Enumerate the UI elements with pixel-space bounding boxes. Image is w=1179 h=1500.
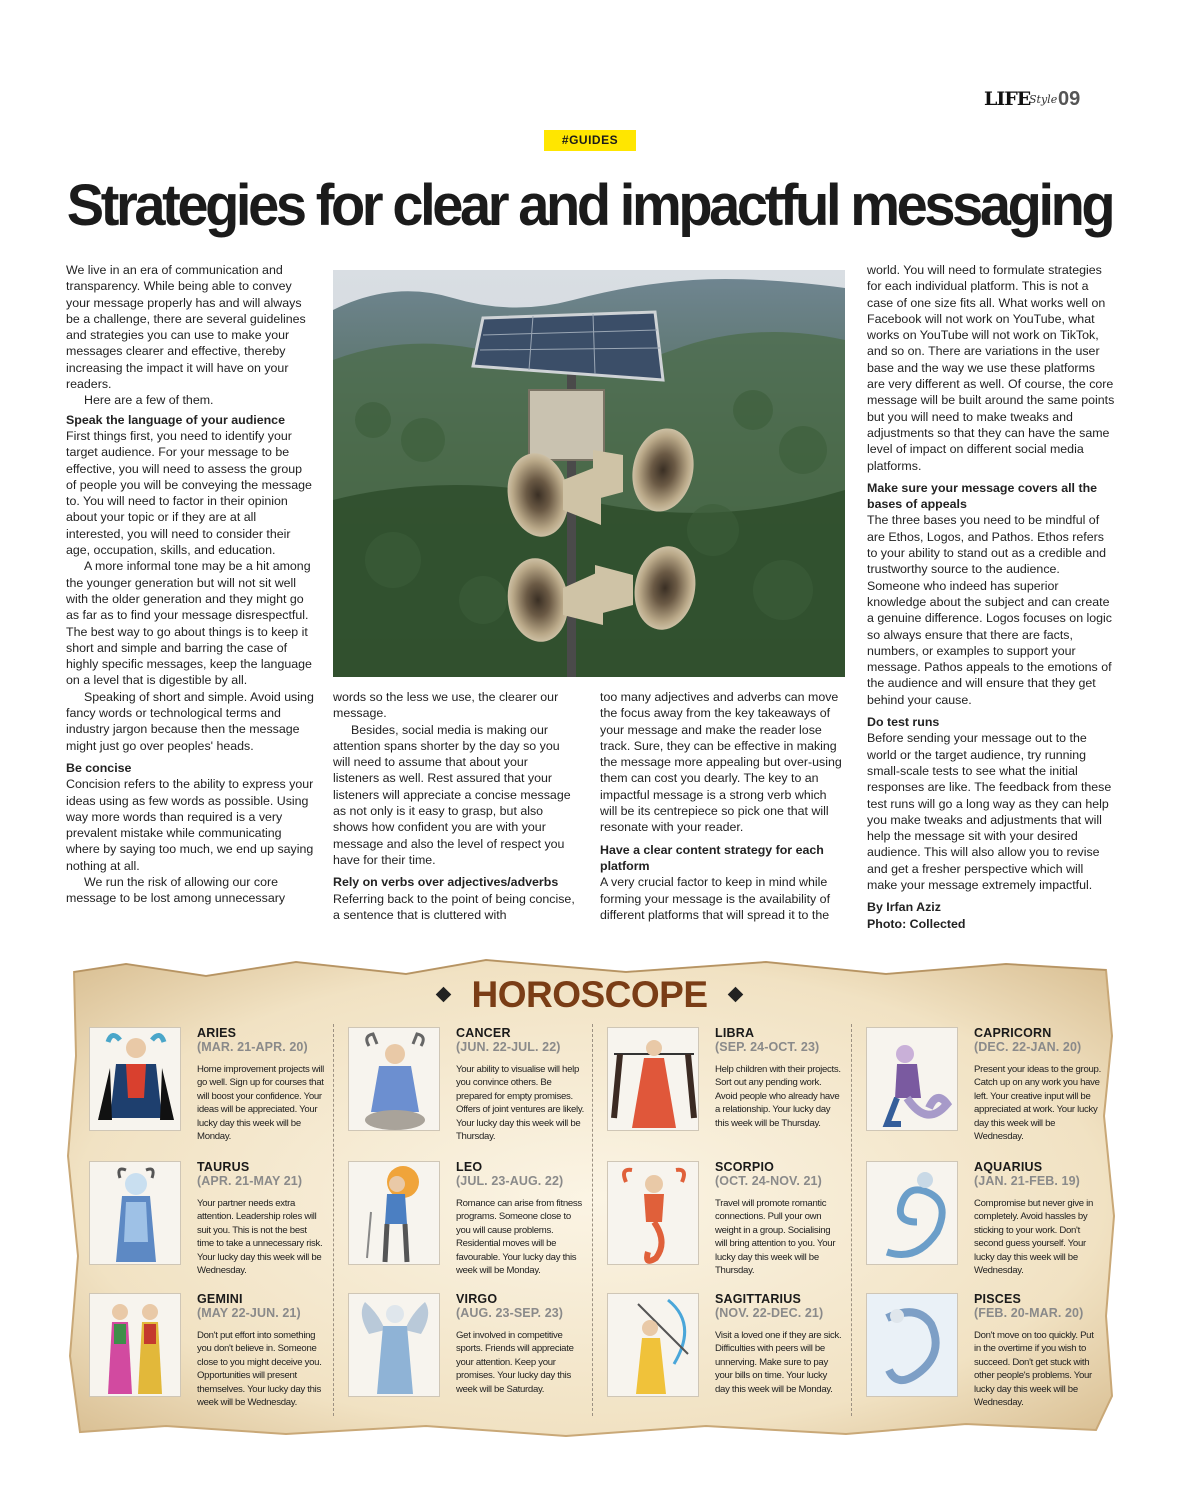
zodiac-aries bbox=[89, 1027, 339, 1147]
zodiac-sagittarius bbox=[607, 1293, 857, 1413]
sign-forecast: Travel will promote romantic connections. Pull your own weight in a group. Socialising will bring attention to you. Your lucky day this week will be Thursday. bbox=[715, 1198, 836, 1277]
paragraph: A more informal tone may be a hit among the younger generation but will not sit well with the older generation and they might go as far as to find your message disrespectful. The best way to go about things is to keep it short and simple and barring the case of highly specific messages, keep the language on a level that is digestible by all. bbox=[66, 559, 312, 688]
photo-credit: Photo: Collected bbox=[867, 916, 966, 931]
horoscope-heading: HOROSCOPE bbox=[471, 974, 708, 1015]
loudspeaker-pole-illustration bbox=[333, 270, 845, 677]
sign-forecast: Your ability to visualise will help you convince others. Be prepared for empty promises. Offers of joint ventures are likely. Your lucky day this week will be Thursday. bbox=[456, 1064, 585, 1143]
zodiac-pisces bbox=[866, 1293, 1116, 1413]
article-column-2 bbox=[333, 689, 575, 923]
leo-illustration bbox=[348, 1161, 440, 1265]
sign-dates: (MAY 22-JUN. 21) bbox=[197, 1306, 301, 1320]
sign-name: CAPRICORN bbox=[974, 1026, 1052, 1040]
paragraph: We live in an era of communication and transparency. While being able to convey your message properly has and will always be a challenge, there are several guidelines and strategies you can use to make your messages clearer and effective, thereby increasing the impact it will have on your readers. bbox=[66, 263, 306, 392]
sign-name: LEO bbox=[456, 1160, 483, 1174]
capricorn-illustration bbox=[866, 1027, 958, 1131]
paragraph: too many adjectives and adverbs can move the focus away from the key takeaways of your message and make the reader lose track. Sure, they can be effective in making the message more appealing but over-using them can cost you dearly. The key to an impactful message is a strong verb which will be its centrepiece so pick one that will resonate with your reader. bbox=[600, 690, 842, 835]
sign-forecast: Don't put effort into something you don't believe in. Someone close to you might deceive you. Opportunities will present themselves. Your lucky day this week will be Wednesday. bbox=[197, 1330, 322, 1409]
sagittarius-illustration bbox=[607, 1293, 699, 1397]
subheading: Do test runs bbox=[867, 715, 940, 730]
paragraph: Besides, social media is making our attention spans shorter by the day so you will need to assume that about your listeners as well. Rest assured that your listeners will appreciate a concise message as not only is it easy to grasp, but also shows how confident you are with your message and also the level of respect you have for their time. bbox=[333, 722, 571, 867]
paragraph: First things first, you need to identify your target audience. For your message to be effective, you will need to assess the group of people you will be conveying the message to. You will need to factor in their opinion about your topic or if they are at all interested, you will need to consider their age, occupation, skills, and education. bbox=[66, 428, 312, 558]
zodiac-cancer bbox=[348, 1027, 598, 1147]
article-headline: Strategies for clear and impactful messaging bbox=[66, 171, 1113, 238]
article-column-1 bbox=[66, 262, 314, 907]
zodiac-libra bbox=[607, 1027, 857, 1147]
sign-name: LIBRA bbox=[715, 1026, 755, 1040]
publication-masthead bbox=[984, 88, 1096, 112]
taurus-illustration bbox=[89, 1161, 181, 1265]
section-tag: #GUIDES bbox=[544, 130, 636, 151]
sign-name: ARIES bbox=[197, 1026, 237, 1040]
pisces-illustration bbox=[866, 1293, 958, 1397]
paragraph: Speaking of short and simple. Avoid using fancy words or technological terms and industry jargon because then the message might just go over peoples' heads. bbox=[66, 689, 314, 753]
zodiac-scorpio bbox=[607, 1161, 857, 1281]
subheading: Speak the language of your audience bbox=[66, 412, 285, 427]
article-column-4 bbox=[867, 262, 1115, 932]
sign-name: VIRGO bbox=[456, 1292, 498, 1306]
sign-name: AQUARIUS bbox=[974, 1160, 1043, 1174]
paragraph: Here are a few of them. bbox=[84, 393, 214, 408]
cancer-illustration bbox=[348, 1027, 440, 1131]
masthead-logo: LIFE bbox=[984, 88, 1031, 110]
sign-forecast: Romance can arise from fitness programs. Someone close to you will cause problems. Residential moves will be favourable. Your lucky day this week will be Monday. bbox=[456, 1198, 582, 1277]
zodiac-gemini bbox=[89, 1293, 339, 1413]
sign-dates: (NOV. 22-DEC. 21) bbox=[715, 1306, 824, 1320]
sign-dates: (JUN. 22-JUL. 22) bbox=[456, 1040, 561, 1054]
sign-forecast: Get involved in competitive sports. Friends will appreciate your attention. Keep your promises. Your lucky day this week will be Saturday. bbox=[456, 1330, 574, 1395]
aries-illustration bbox=[89, 1027, 181, 1131]
zodiac-leo bbox=[348, 1161, 598, 1281]
page-number: 09 bbox=[1058, 88, 1081, 110]
subheading: Be concise bbox=[66, 760, 132, 775]
zodiac-taurus bbox=[89, 1161, 339, 1281]
zodiac-virgo bbox=[348, 1293, 598, 1413]
sign-dates: (OCT. 24-NOV. 21) bbox=[715, 1174, 822, 1188]
sign-dates: (JAN. 21-FEB. 19) bbox=[974, 1174, 1080, 1188]
paragraph: words so the less we use, the clearer our message. bbox=[333, 690, 559, 721]
sign-forecast: Don't move on too quickly. Put in the overtime if you wish to succeed. Don't get stuck with other people's problems. Your lucky day this week will be Wednesday. bbox=[974, 1330, 1094, 1409]
byline: By Irfan Aziz bbox=[867, 900, 941, 915]
sign-name: GEMINI bbox=[197, 1292, 243, 1306]
article-column-3 bbox=[600, 689, 845, 923]
sign-forecast: Visit a loved one if they are sick. Difficulties with peers will be unnerving. Make sure to pay your bills on time. Your lucky day this week will be Monday. bbox=[715, 1330, 842, 1395]
diamond-ornament-icon bbox=[727, 986, 743, 1002]
article-photo-loudspeakers bbox=[333, 270, 845, 677]
sign-name: SCORPIO bbox=[715, 1160, 775, 1174]
sign-name: PISCES bbox=[974, 1292, 1022, 1306]
paragraph: A very crucial factor to keep in mind while forming your message is the availability of different platforms that will spread it to the bbox=[600, 875, 831, 922]
sign-dates: (APR. 21-MAY 21) bbox=[197, 1174, 303, 1188]
sign-dates: (SEP. 24-OCT. 23) bbox=[715, 1040, 820, 1054]
sign-forecast: Your partner needs extra attention. Leadership roles will suit you. This is not the best time to take a unnecessary risk. Your lucky day this week will be Wednesday. bbox=[197, 1198, 323, 1277]
horoscope-title bbox=[0, 974, 1179, 1016]
sign-forecast: Home improvement projects will go well. Sign up for courses that will boost your confidence. Your ideas will be appreciated. Your lucky day this week will be Monday. bbox=[197, 1064, 324, 1143]
paragraph: world. You will need to formulate strategies for each individual platform. This is not a case of one size fits all. What works well on Facebook will not work on YouTube, what works on YouTube will not work on TikTok, and so on. There are variations in the user base and the way we use these platforms are very different as well. Of course, the core message will be built around the same points but you will need to make tweaks and adjustments so that they can have the same level of impact on different social media platforms. bbox=[867, 263, 1115, 473]
paragraph: We run the risk of allowing our core message to be lost among unnecessary bbox=[66, 874, 286, 906]
sign-dates: (FEB. 20-MAR. 20) bbox=[974, 1306, 1084, 1320]
diamond-ornament-icon bbox=[436, 986, 452, 1002]
sign-dates: (AUG. 23-SEP. 23) bbox=[456, 1306, 564, 1320]
scorpio-illustration bbox=[607, 1161, 699, 1265]
sign-name: CANCER bbox=[456, 1026, 511, 1040]
zodiac-aquarius bbox=[866, 1161, 1116, 1281]
zodiac-capricorn bbox=[866, 1027, 1116, 1147]
aquarius-illustration bbox=[866, 1161, 958, 1265]
sign-name: SAGITTARIUS bbox=[715, 1292, 801, 1306]
subheading: Have a clear content strategy for each platform bbox=[600, 842, 824, 873]
paragraph: Concision refers to the ability to express your ideas using as few words as possible. Using way more words than required is a very prevalent mistake while communicating where by saying too much, we end up saying nothing at all. bbox=[66, 777, 314, 873]
sign-name: TAURUS bbox=[197, 1160, 250, 1174]
subheading: Make sure your message covers all the bases of appeals bbox=[867, 480, 1098, 512]
sign-forecast: Present your ideas to the group. Catch up on any work you have left. Your creative input will be appreciated at work. Your lucky day this week will be Wednesday. bbox=[974, 1064, 1101, 1143]
virgo-illustration bbox=[348, 1293, 440, 1397]
sign-forecast: Compromise but never give in completely. Avoid hassles by sticking to your work. Don't second guess yourself. Your lucky day this week will be Wednesday. bbox=[974, 1198, 1094, 1277]
subheading: Rely on verbs over adjectives/adverbs bbox=[333, 875, 559, 890]
masthead-section: Style bbox=[1029, 93, 1058, 106]
paragraph: Referring back to the point of being concise, a sentence that is cluttered with bbox=[333, 891, 575, 922]
paragraph: The three bases you need to be mindful of are Ethos, Logos, and Pathos. Ethos refers to your ability to stand out as a credible and trustworthy source to the audience. Someone who indeed has superior knowledge about the subject and can create a genuine difference. Logos focuses on logic so always ensure that there are facts, numbers, or examples to support your message. Pathos appeals to the emotions of the audience and will ensure that they get behind your cause. bbox=[867, 513, 1113, 707]
sign-dates: (DEC. 22-JAN. 20) bbox=[974, 1040, 1082, 1054]
paragraph: Before sending your message out to the world or the target audience, try running small-scale tests to see what the initial responses are like. The feedback from these test runs will go a long way as they can help you make tweaks and adjustments that will help the message sit with your desired audience. This will also allow you to revise and get a fresher perspective which will make your message extremely impactful. bbox=[867, 731, 1112, 892]
sign-dates: (JUL. 23-AUG. 22) bbox=[456, 1174, 564, 1188]
sign-dates: (MAR. 21-APR. 20) bbox=[197, 1040, 308, 1054]
libra-illustration bbox=[607, 1027, 699, 1131]
sign-forecast: Help children with their projects. Sort out any pending work. Avoid people who already have a relationship. Your lucky day this week will be Thursday. bbox=[715, 1064, 841, 1129]
gemini-illustration bbox=[89, 1293, 181, 1397]
